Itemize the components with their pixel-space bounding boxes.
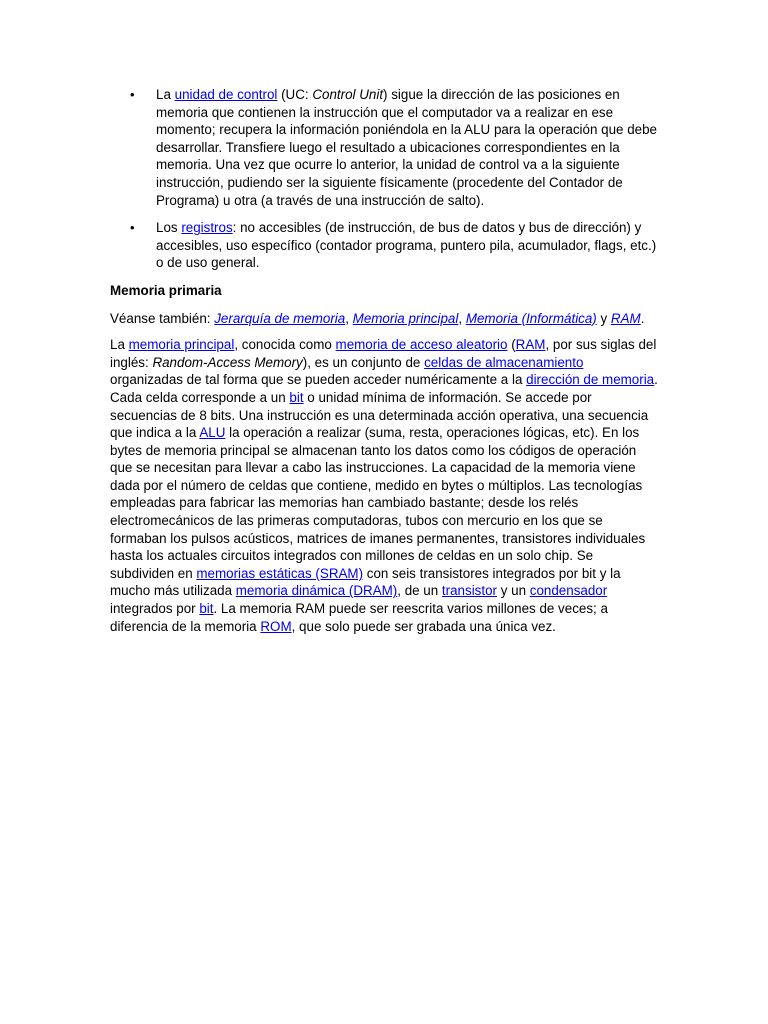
section-heading: Memoria primaria <box>110 282 222 298</box>
link-condensador[interactable]: condensador <box>529 583 608 599</box>
link-memoria-de-acceso-aleatorio[interactable]: memoria de acceso aleatorio <box>335 337 508 353</box>
link-registros[interactable]: registros <box>181 220 233 236</box>
link-alu[interactable]: ALU <box>199 425 226 441</box>
bullet-item-registros: • Los registros: no accesibles (de instrucción, de bus de datos y bus de dirección) y accesibles, uso específico (contador programa, puntero pila, acumulador, flags, etc.) o de uso general. <box>130 220 657 271</box>
link-bit[interactable]: bit <box>289 389 304 405</box>
bullet-item-control-unit: • La unidad de control (UC: Control Unit) sigue la dirección de las posiciones en memoria que contienen la instrucción que el computador va a realizar en ese momento; recupera la información poniéndola en la ALU para la operación que debe desarrollar. Transfiere luego el resultado a ubicaciones correspondientes en la memoria. Una vez que ocurre lo anterior, la unidad de control va a la siguiente instrucción, pudiendo ser la siguiente físicamente (procedente del Contador de Programa) u otra (a través de una instrucción de salto). <box>130 87 657 208</box>
link-bit-2[interactable]: bit <box>199 601 214 617</box>
link-memorias-estaticas-sram[interactable]: memorias estáticas (SRAM) <box>196 565 364 581</box>
link-jerarquia-de-memoria[interactable]: Jerarquía de memoria <box>214 310 346 326</box>
link-memoria-dinamica-dram[interactable]: memoria dinámica (DRAM) <box>235 583 398 599</box>
link-ram[interactable]: RAM <box>515 337 546 353</box>
link-rom[interactable]: ROM <box>260 618 292 634</box>
link-unidad-de-control[interactable]: unidad de control <box>174 87 278 102</box>
bullet-list <box>110 86 658 272</box>
document-page <box>110 86 658 644</box>
body-paragraph: La memoria principal, conocida como memoria de acceso aleatorio (RAM, por sus siglas del inglés: Random-Access Memory), es un conjunto de celdas de almacenamiento organizadas de tal forma que se pueden acceder numéricamente a la dirección de memoria. Cada celda corresponde a un bit o unidad mínima de información. Se accede por secuencias de 8 bits. Una instrucción es una determinada acción operativa, una secuencia que indica a la ALU la operación a realizar (suma, resta, operaciones lógicas, etc). En los bytes de memoria principal se almacenan tanto los datos como los códigos de operación que se necesitan para llevar a cabo las instrucciones. La capacidad de la memoria viene dada por el número de celdas que contiene, medido en bytes o múltiplos. Las tecnologías empleadas para fabricar las memorias han cambiado bastante; desde los relés electromecánicos de las primeras computadoras, tubos con mercurio en los que se formaban los pulsos acústicos, matrices de imanes permanentes, transistores individuales hasta los actuales circuitos integrados con millones de celdas en un solo chip. Se subdividen en memorias estáticas (SRAM) con seis transistores integrados por bit y la mucho más utilizada memoria dinámica (DRAM), de un transistor y un condensador integrados por bit. La memoria RAM puede ser reescrita varios millones de veces; a diferencia de la memoria ROM, que solo puede ser grabada una única vez. <box>110 337 658 634</box>
link-memoria-informatica[interactable]: Memoria (Informática) <box>465 310 597 326</box>
bullet-icon: • <box>130 220 135 236</box>
bullet-icon: • <box>130 87 135 102</box>
link-celdas-de-almacenamiento[interactable]: celdas de almacenamiento <box>424 354 584 370</box>
link-ram-see-also[interactable]: RAM <box>610 310 641 326</box>
link-transistor[interactable]: transistor <box>441 583 497 599</box>
see-also-line: Véanse también: Jerarquía de memoria, Memoria principal, Memoria (Informática) y RAM. <box>110 310 645 326</box>
link-memoria-principal[interactable]: memoria principal <box>128 337 235 353</box>
link-direccion-de-memoria[interactable]: dirección de memoria <box>526 372 655 388</box>
link-memoria-principal-see-also[interactable]: Memoria principal <box>352 310 459 326</box>
